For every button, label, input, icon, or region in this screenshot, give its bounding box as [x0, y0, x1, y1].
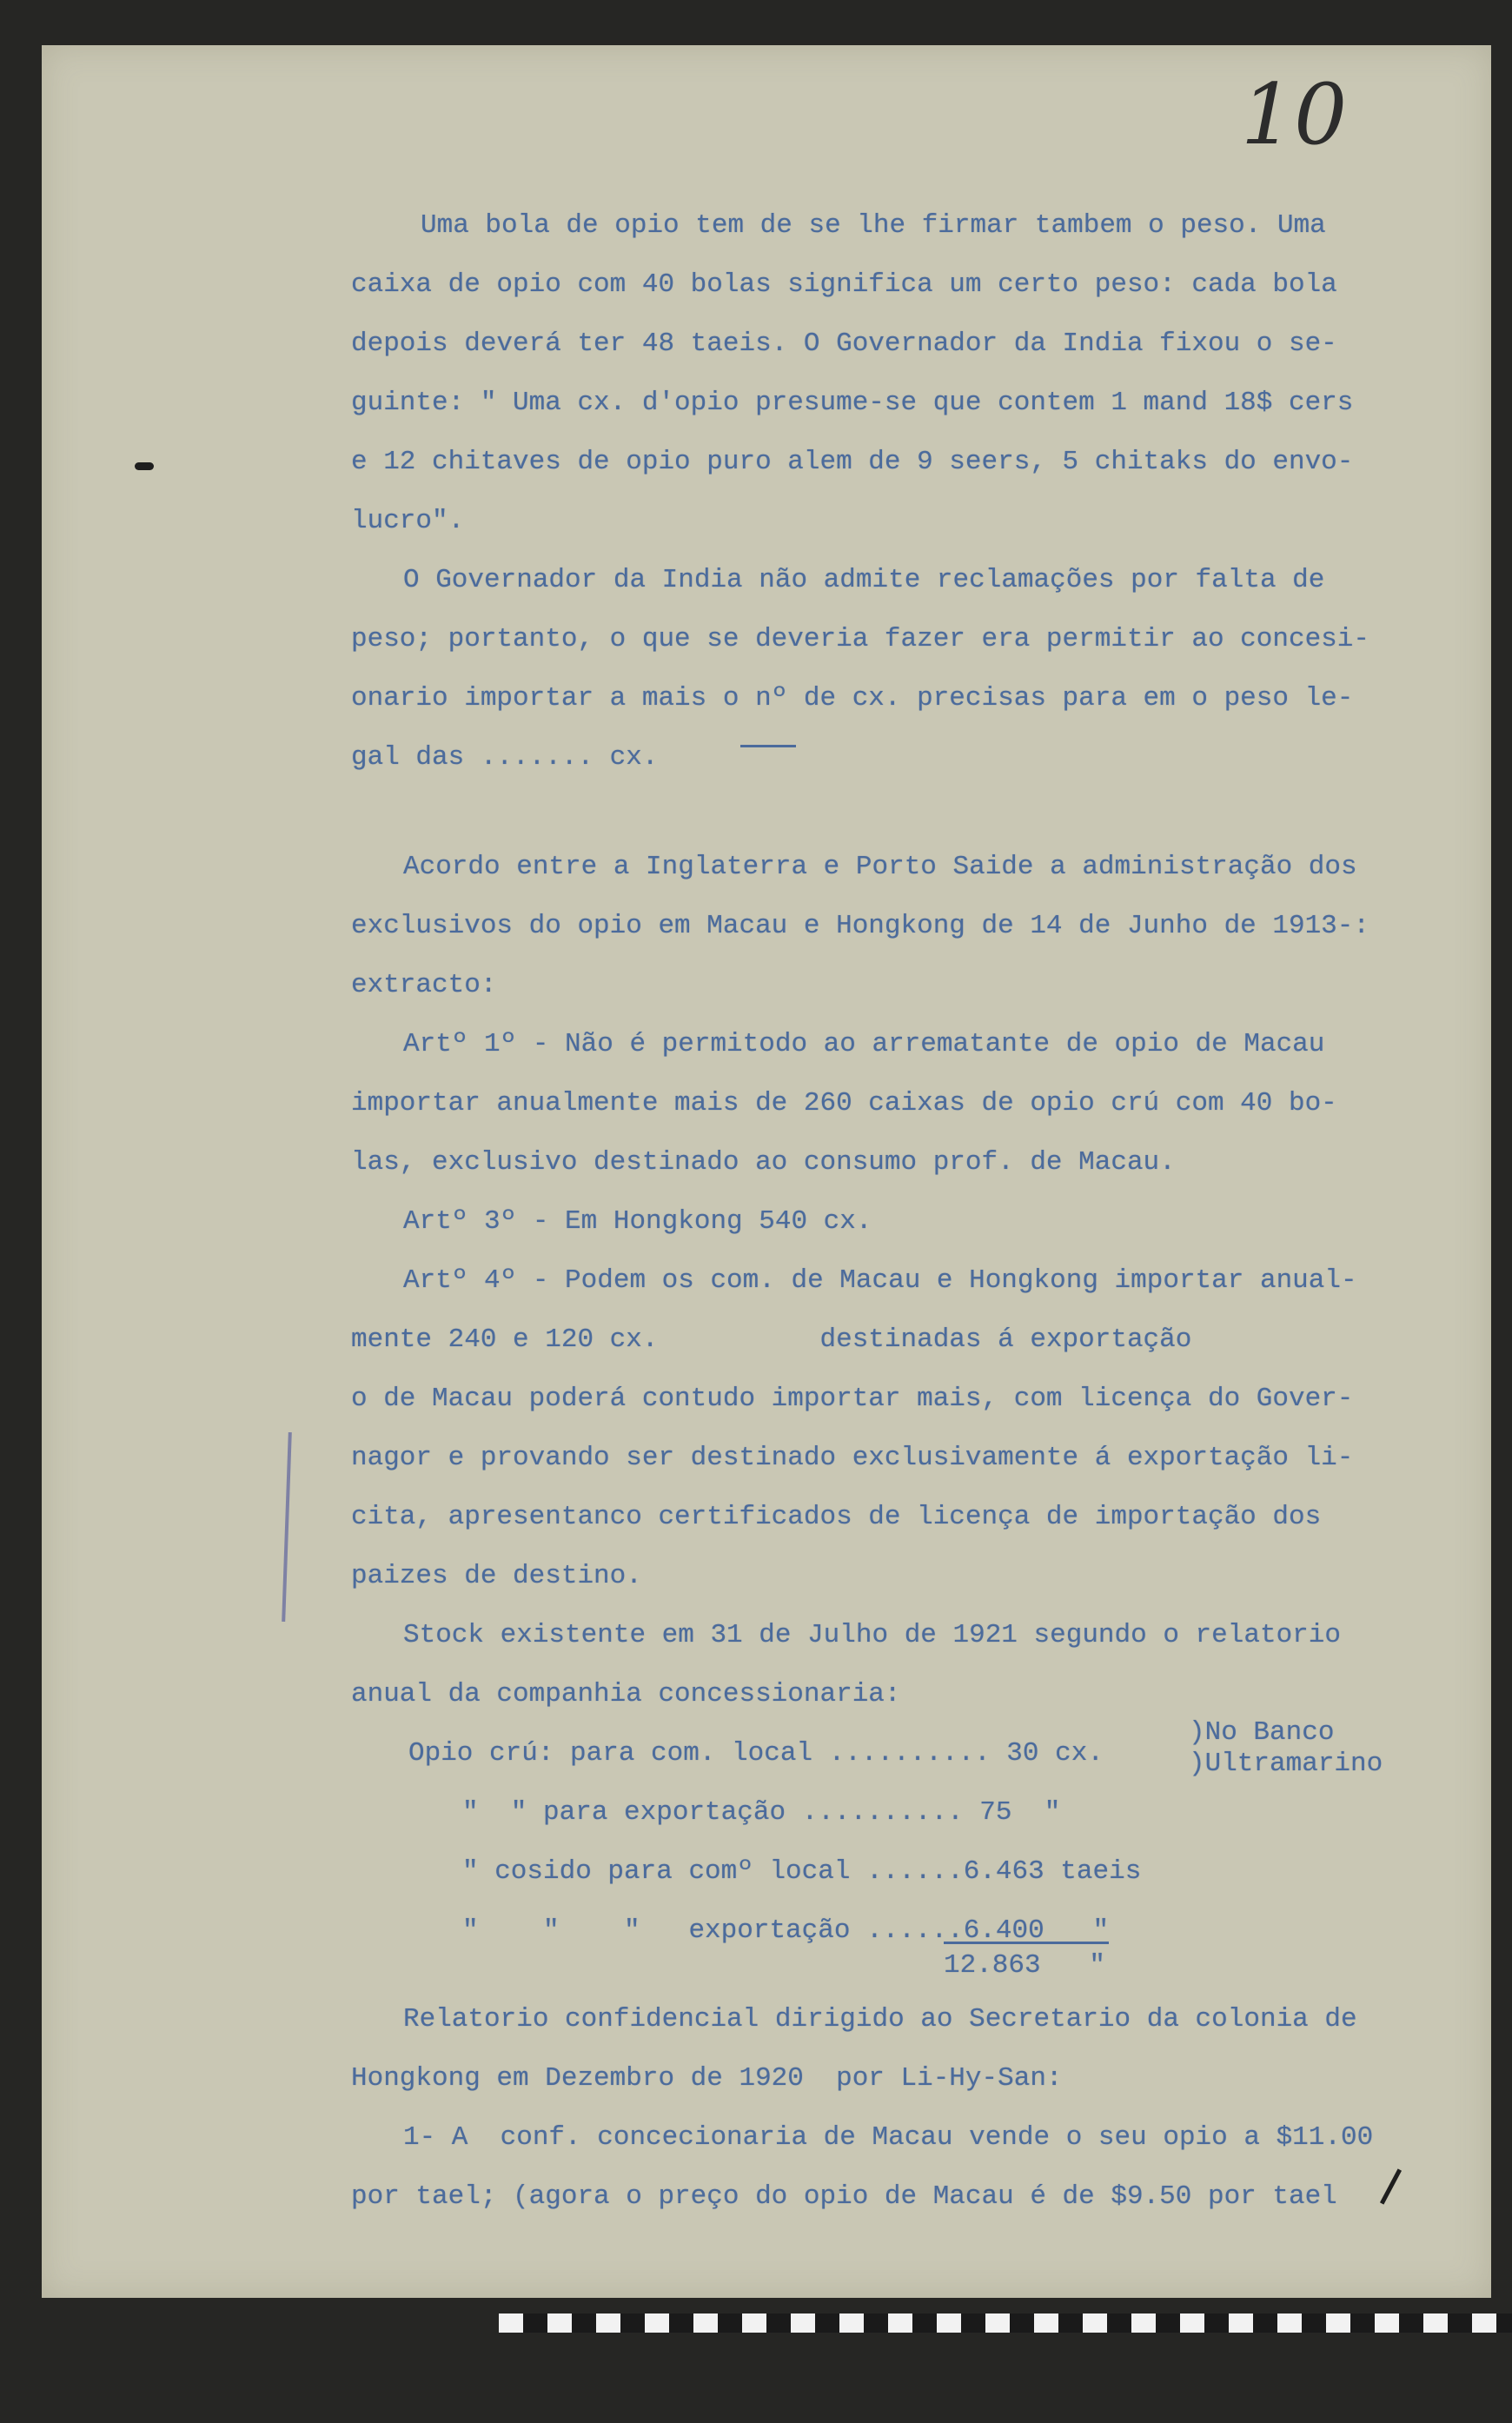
text-line: anual da companhia concessionaria:: [351, 1679, 901, 1709]
stock-total: 12.863 ": [944, 1950, 1106, 1981]
side-note: )No Banco: [1189, 1717, 1335, 1748]
text-line: gal das ....... cx.: [351, 742, 659, 773]
text-line: exclusivos do opio em Macau e Hongkong de 14 de Junho de 1913-:: [351, 911, 1369, 941]
text-line: Hongkong em Dezembro de 1920 por Li-Hy-San:: [351, 2063, 1063, 2094]
text-line: 1- A conf. concecionaria de Macau vende o seu opio a $11.00: [403, 2122, 1374, 2153]
text-line: Uma bola de opio tem de se lhe firmar tambem o peso. Uma: [421, 210, 1326, 241]
stock-line: " " " exportação ......6.400 ": [462, 1915, 1110, 1946]
text-line: Artº 1º - Não é permitodo ao arrematante de opio de Macau: [403, 1029, 1325, 1059]
folio-number: 10: [1241, 66, 1348, 163]
text-line: e 12 chitaves de opio puro alem de 9 seers, 5 chitaks do envo-: [351, 447, 1354, 477]
text-line: importar anualmente mais de 260 caixas de opio crú com 40 bo-: [351, 1088, 1337, 1119]
stock-line: " cosido para comº local ......6.463 taeis: [462, 1856, 1142, 1887]
stock-line: " " para exportação .......... 75 ": [462, 1797, 1061, 1828]
text-line: peso; portanto, o que se deveria fazer era permitir ao concesi-: [351, 624, 1369, 654]
text-line: O Governador da India não admite reclamações por falta de: [403, 565, 1325, 595]
text-line: Stock existente em 31 de Julho de 1921 segundo o relatorio: [403, 1620, 1341, 1650]
side-note: )Ultramarino: [1189, 1749, 1383, 1779]
stock-line: Opio crú: para com. local .......... 30 cx.: [408, 1738, 1104, 1769]
text-line: lucro".: [351, 506, 465, 536]
text-line: guinte: " Uma cx. d'opio presume-se que contem 1 mand 18$ cers: [351, 388, 1354, 418]
text-line: extracto:: [351, 970, 497, 1000]
text-line: Relatorio confidencial dirigido ao Secretario da colonia de: [403, 2004, 1357, 2035]
text-line: cita, apresentanco certificados de licença de importação dos: [351, 1502, 1322, 1532]
text-line: o de Macau poderá contudo importar mais, com licença do Gover-: [351, 1384, 1354, 1414]
text-line: caixa de opio com 40 bolas significa um certo peso: cada bola: [351, 269, 1337, 300]
text-line: Artº 3º - Em Hongkong 540 cx.: [403, 1206, 872, 1237]
text-line: por tael; (agora o preço do opio de Macau é de $9.50 por tael: [351, 2181, 1337, 2212]
text-line: mente 240 e 120 cx. destinadas á exportação: [351, 1324, 1192, 1355]
text-line: Artº 4º - Podem os com. de Macau e Hongkong importar anual-: [403, 1265, 1357, 1296]
text-line: las, exclusivo destinado ao consumo prof. de Macau.: [351, 1147, 1176, 1178]
text-line: Acordo entre a Inglaterra e Porto Saide a administração dos: [403, 852, 1357, 882]
text-line: nagor e provando ser destinado exclusivamente á exportação li-: [351, 1443, 1354, 1473]
text-line: onario importar a mais o nº de cx. precisas para em o peso le-: [351, 683, 1354, 714]
text-line: paizes de destino.: [351, 1561, 642, 1591]
text-line: depois deverá ter 48 taeis. O Governador da India fixou o se-: [351, 329, 1337, 359]
